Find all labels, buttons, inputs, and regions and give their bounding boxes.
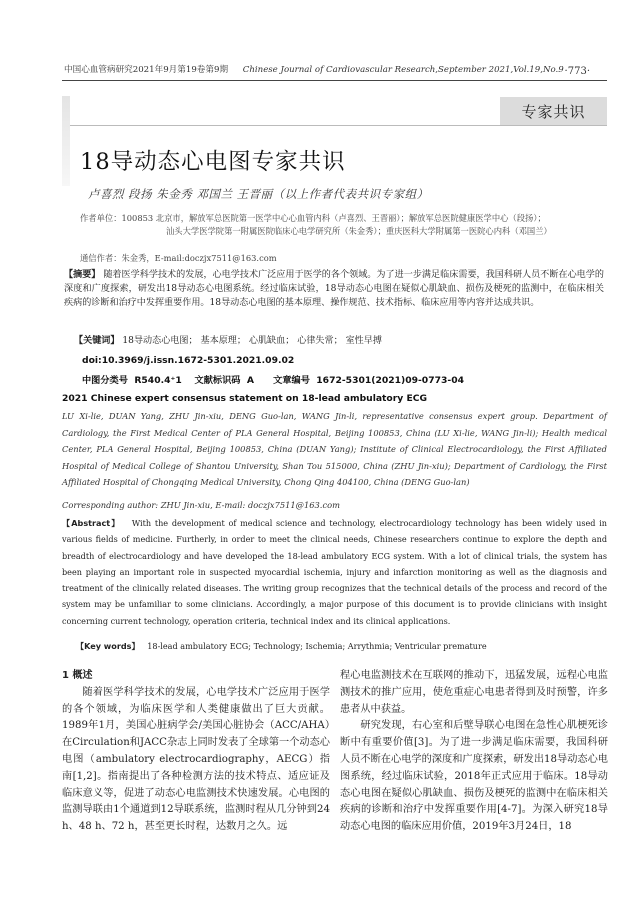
abstract-zh-label: 【摘要】 [64, 270, 101, 280]
english-authors-affiliations: LU Xi-lie, DUAN Yang, ZHU Jin-xiu, DENG Guo-lan, WANG Jin-li, representative consensus expert group. Department of Cardiology, the First Medical Center of PLA General Hospital, Beijing 100853, China (LU Xi-lie, WANG Jin-li); Health medical Center, PLA General Hospital, Beijing 100853, China (DUAN Yang); Institute of Clinical Electrocardiology, the First Affiliated Hospital of Medical College of Shantou University, Shan Tou 515000, China (ZHU Jin-xiu); Department of Cardiology, the First Affiliated Hospital of Chongqing Medical University, Chong Qing 404100, China (DENG Guo-lan) [62, 411, 607, 487]
body-paragraph: 研究发现，右心室和后壁导联心电图在急性心肌梗死诊断中有重要价值[3]。为了进一步满足临床需要，我国科研人员不断在心电学的深度和广度探索，研发出18导动态心电图系统，经过临床试验，2018年正式应用于临床。18导动态心电图在疑似心肌缺血、损伤及梗死的监测中在临床相关疾病的诊断和治疗中发挥重要作用[4-7]。为深入研究18导动态心电图的临床应用价值，2019年3月24日，18 [340, 720, 608, 833]
article-title: 18导动态心电图专家共识 [80, 149, 346, 175]
english-title: 2021 Chinese expert consensus statement on 18-lead ambulatory ECG [62, 393, 428, 404]
keywords-zh-label: 【关键词】 [74, 336, 120, 346]
abstract-en-label: 【Abstract】 [62, 518, 121, 528]
author-list: 卢喜烈 段扬 朱金秀 邓国兰 王晋丽（以上作者代表共识专家组） [88, 187, 429, 201]
affiliation-label: 作者单位：100853 [80, 213, 154, 223]
keywords-en-label: 【Key words】 [76, 641, 140, 651]
correspondence-zh: 通信作者：朱金秀，E-mail:doczjx7511@163.com [80, 253, 277, 263]
keywords-zh [74, 333, 382, 346]
body-column-left [62, 668, 330, 836]
journal-name-en: Chinese Journal of Cardiovascular Research,September 2021,Vol.19,No.9 [242, 65, 564, 75]
body-paragraph: 随着医学科学技术的发展，心电学技术广泛应用于医学的各个领域，为临床医学和人类健康做出了巨大贡献。1989年1月，美国心脏病学会/美国心脏协会（ACC/AHA）在Circulation和JACC杂志上同时发表了全球第一个动态心电图（ambulatory electrocardiography，AECG）指南[1,2]。指南提出了各种检测方法的技术特点、适应证及临床意义等，促进了动态心电监测技术快速发展。心电图的监测导联由1个通道到12导联系统，监测时程从几分钟到24 h、48 h、72 h，甚至更长时程，达数月之久。远 [62, 686, 330, 833]
column-rule [70, 125, 607, 126]
classification-line: 中图分类号 R540.4⁺1 文献标识码 A 文章编号 1672-5301(2021)09-0773-04 [82, 375, 464, 386]
running-header [64, 63, 564, 75]
header-rule [62, 80, 607, 81]
decorative-side-bar [62, 96, 70, 186]
affiliation-line-1: 北京市，解放军总医院第一医学中心心血管内科（卢喜烈、王晋丽）；解放军总医院健康医学中心（段扬）； [155, 213, 546, 223]
abstract-en [62, 515, 607, 629]
body-paragraph: 程心电监测技术在互联网的推动下，迅猛发展，远程心电监测技术的推广应用，使危重症心电患者得到及时预警，许多患者从中获益。 [340, 670, 608, 715]
body-column-right [340, 668, 608, 836]
abstract-zh [64, 268, 604, 311]
section-heading: 1 概述 [62, 670, 93, 681]
affiliation-line-2: 汕头大学医学院第一附属医院临床心电学研究所（朱金秀）；重庆医科大学附属第一医院心内科（邓国兰） [166, 226, 552, 236]
keywords-en [76, 641, 487, 652]
column-label: 专家共识 [500, 97, 607, 125]
keywords-en-text: 18-lead ambulatory ECG; Technology; Ischemia; Arrythmia; Ventricular premature [147, 641, 487, 651]
abstract-zh-text: 随着医学科学技术的发展，心电学技术广泛应用于医学的各个领域。为了进一步满足临床需要，我国科研人员不断在心电学的深度和广度探索，研发出18导动态心电图系统。经过临床试验，18导动态心电图在疑似心肌缺血、损伤及梗死的监测中，在临床相关疾病的诊断和治疗中发挥重要作用。18导动态心电图的基本原理、操作规范、技术指标、临床应用等内容并达成共识。 [64, 270, 604, 309]
abstract-en-text: With the development of medical science and technology, electrocardiology technology has been widely used in various fields of medicine. Furtherly, in order to meet the clinical needs, Chinese researchers continue to explore the depth and breadth of electrocardiology and have developed the 18-lead ambulatory ECG system. With a lot of clinical trials, the system has been playing an important role in suspected myocardial ischemia, injury and infarction monitoring as well as the diagnosis and treatment of the clinically related diseases. The writing group recognizes that the technical details of the process and record of the system may be unfamiliar to some clinicians. Accordingly, a major purpose of this document is to provide clinicians with insight concerning current technology, operation criteria, technical index and its clinical applications. [62, 518, 608, 626]
affiliation-block [80, 212, 600, 238]
page-number: ·773· [564, 66, 590, 77]
english-correspondence: Corresponding author: ZHU Jin-xiu, E-mail: doczjx7511@163.com [62, 500, 340, 510]
doi: doi:10.3969/j.issn.1672-5301.2021.09.02 [82, 355, 295, 366]
journal-name-zh: 中国心血管病研究2021年9月第19卷第9期 [64, 65, 229, 75]
keywords-zh-text: 18导动态心电图； 基本原理； 心肌缺血； 心律失常； 室性早搏 [122, 336, 382, 346]
